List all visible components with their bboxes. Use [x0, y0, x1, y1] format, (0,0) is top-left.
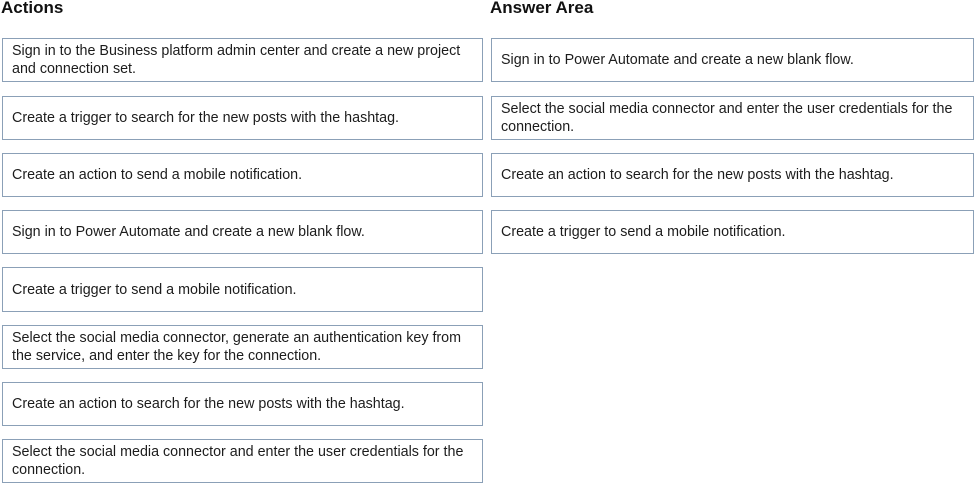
action-item-7[interactable]	[2, 382, 483, 426]
action-item-6[interactable]	[2, 325, 483, 369]
action-item-3-label: Create an action to send a mobile notification.	[12, 167, 303, 183]
answer-item-1-label: Sign in to Power Automate and create a new blank flow.	[501, 52, 854, 68]
answer-area-heading: Answer Area	[490, 0, 594, 17]
action-item-2-label: Create a trigger to search for the new posts with the hashtag.	[12, 110, 400, 126]
action-item-4[interactable]	[2, 210, 483, 254]
answer-item-2-label: Select the social media connector and enter the user credentials for the connection.	[501, 101, 953, 135]
action-item-2[interactable]	[2, 96, 483, 140]
action-item-1[interactable]	[2, 38, 483, 82]
action-item-5-label: Create a trigger to send a mobile notification.	[12, 281, 297, 298]
answer-item-3[interactable]	[491, 153, 974, 197]
answer-item-1[interactable]	[491, 38, 974, 82]
action-item-5[interactable]	[2, 267, 483, 312]
action-item-6-label: Select the social media connector, generate an authentication key from the service, and enter the key for the connection.	[12, 330, 462, 364]
action-item-1-label: Sign in to the Business platform admin center and create a new project and connection set.	[12, 43, 461, 77]
answer-item-4-label: Create a trigger to send a mobile notification.	[501, 224, 786, 240]
action-item-4-label: Sign in to Power Automate and create a new blank flow.	[12, 224, 365, 240]
action-item-7-label: Create an action to search for the new posts with the hashtag.	[12, 396, 405, 412]
action-item-8[interactable]	[2, 439, 483, 483]
answer-item-3-label: Create an action to search for the new posts with the hashtag.	[501, 167, 894, 183]
action-item-8-label: Select the social media connector and enter the user credentials for the connection.	[12, 444, 464, 478]
answer-item-2[interactable]	[491, 96, 974, 140]
answer-item-4[interactable]	[491, 210, 974, 254]
action-item-3[interactable]	[2, 153, 483, 197]
actions-heading: Actions	[1, 0, 64, 17]
